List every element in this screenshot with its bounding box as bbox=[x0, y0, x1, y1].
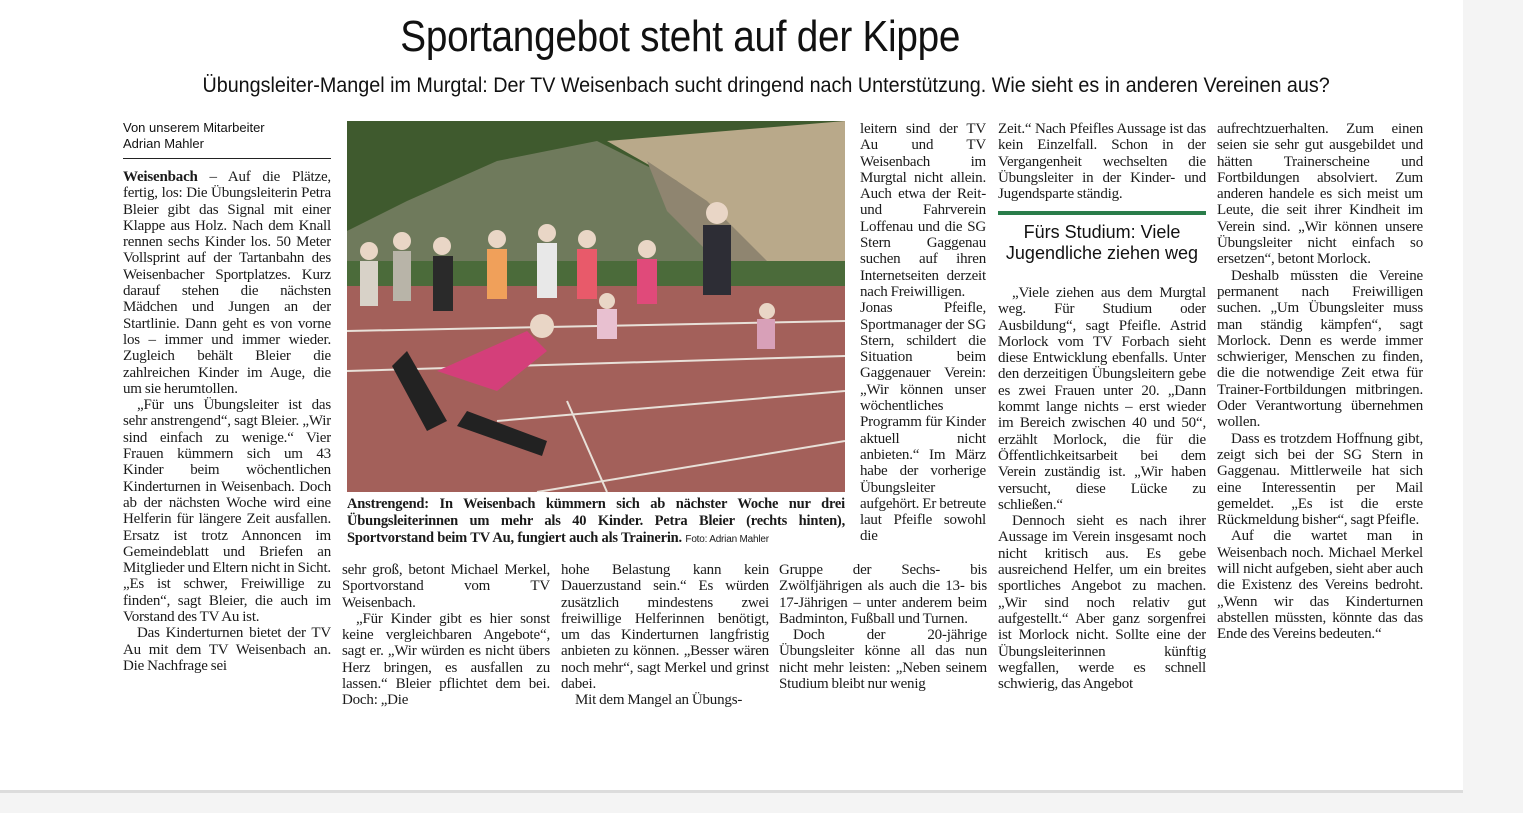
paragraph: Mit dem Mangel an Übungs- bbox=[575, 692, 743, 709]
caption-text: Anstrengend: In Weisenbach kümmern sich ab nächster Woche nur drei Übungsleiterinnen um mehr als 40 Kinder. Petra Bleier (rechts hinten), Sportvorstand beim TV Au, fungiert auch als Trainerin. bbox=[347, 496, 845, 546]
subheadline: Übungsleiter-Mangel im Murgtal: Der TV Weisenbach sucht dringend nach Unterstützung. Wie sieht es in anderen Vereinen aus? bbox=[202, 74, 1330, 97]
article-column-5-lower bbox=[998, 285, 1206, 713]
article-column-1 bbox=[123, 169, 331, 714]
dateline: Weisenbach bbox=[123, 169, 198, 185]
paragraph: Zeit.“ Nach Pfeifles Aussage ist das kein Einzelfall. Schon in der Vergangenheit wechselten die Übungsleiter in der Kinder- und Jugendsparte ständig. bbox=[998, 121, 1206, 203]
paragraph: Das Kinderturnen bietet der TV Au mit dem TV Weisenbach an. Die Nachfrage sei bbox=[123, 625, 331, 674]
article-column-4-lower bbox=[779, 562, 987, 712]
headline: Sportangebot steht auf der Kippe bbox=[400, 12, 961, 61]
paragraph: Dennoch sieht es nach ihrer Aussage im Verein insgesamt noch nicht kritisch aus. Es gebe ausreichend Helfer, um ein breites sportliches Angebot zu machen. „Wir sind noch relativ gut aufgestellt.“ Aber ganz sorgenfrei ist Morlock nicht. Sollte eine der Übungsleiterinnen künftig wegfallen, werde es schnell schwierig, das Angebot bbox=[998, 513, 1206, 693]
paragraph: Deshalb müssten die Vereine permanent nach Freiwilligen suchen. „Um Übungsleiter muss man ständig kämpfen“, sagt Morlock. Denn es werde immer schwieriger, Menschen zu finden, die die notwendige Zeit etwa für Trainer-Fortbildungen mitbringen. Oder Verantwortung übernehmen wollen. bbox=[1217, 267, 1423, 431]
paragraph: aufrechtzuerhalten. Zum einen seien sie sehr gut ausgebildet und hätten Trainerscheine und Fortbildungen absolviert. Zum anderen handele es sich meist um Leute, die seit ihrer Kindheit im Verein sind. „Wir können unsere Übungsleiter nicht einfach so ersetzen“, betont Morlock. bbox=[1217, 121, 1423, 268]
paragraph-text: – Auf die Plätze, fertig, los: Die Übungsleiterin Petra Bleier gibt das Signal mit einer Klappe aus Holz. Nach dem Knall rennen sechs Kinder los. 50 Meter Vollsprint auf der Tartanbahn des Weisenbacher Sportplatzes. Kurz darauf stehen die nächsten Mädchen und Jungen an der Startlinie. Dann geht es von vorne los – immer und immer wieder. Zugleich behält Bleier die zahlreichen Kinder im Auge, die um sie herumtollen. bbox=[123, 169, 331, 397]
paragraph: „Viele ziehen aus dem Murgtal weg. Für Studium oder Ausbildung“, sagt Pfeifle. Astrid Morlock vom TV Forbach sieht diese Entwicklung ebenfalls. Unter den derzeitigen Übungsleitern gebe es zwei Frauen unter 20. „Dann kommt lange nichts – erst wieder im Bereich zwischen 40 und 50“, erzählt Morlock, die für die Öffentlichkeitsarbeit bei dem Verein zuständig ist. „Wir haben versucht, diese Lücke zu schließen.“ bbox=[998, 285, 1206, 513]
article-column-4-upper bbox=[860, 121, 986, 561]
paragraph: Dass es trotzdem Hoffnung gibt, zeigt sich bei der SG Stern in Gaggenau. Mittlerweile hat sich eine Interessentin per Mail gemeldet. „Es ist die erste Rückmeldung bisher“, sagt Pfeifle. bbox=[1217, 430, 1423, 529]
byline-author: Adrian Mahler bbox=[123, 136, 204, 151]
subheading-rule bbox=[998, 211, 1206, 215]
article-photo bbox=[347, 121, 845, 492]
article-column-2 bbox=[342, 562, 550, 712]
paragraph: „Für Kinder gibt es hier sonst keine vergleichbaren Angebote“, sagt er. „Wir würden es nicht übers Herz bringen, es ausfallen zu lassen.“ Bleier pflichtet dem bei. Doch: „Die bbox=[342, 610, 550, 709]
article-column-6 bbox=[1217, 121, 1423, 713]
article-column-5-upper bbox=[998, 121, 1206, 207]
photo-credit: Foto: Adrian Mahler bbox=[685, 534, 769, 545]
article-column-3 bbox=[561, 562, 769, 712]
paragraph: hohe Belastung kann kein Dauerzustand sein.“ Es würden zusätzlich mindestens zwei freiwillige Helferinnen benötigt, um das Kinderturnen langfristig anbieten zu können. „Besser wären noch mehr“, sagt Merkel und grinst dabei. bbox=[561, 562, 769, 693]
page-bottom-margin bbox=[0, 793, 1523, 813]
paragraph: leitern sind der TV Au und TV Weisenbach im Murgtal nicht allein. Auch etwa der Reit- und Fahrverein Loffenau und die SG Stern Gaggenau suchen auf ihren Internetseiten derzeit nach Freiwilligen. bbox=[860, 121, 986, 300]
paragraph: Jonas Pfeifle, Sportmanager der SG Stern, schildert die Situation beim Gaggenauer Verein: „Wir können unser wöchentliches Programm für Kinder aktuell nicht anbieten.“ Im März habe der vorherige Übungsleiter aufgehört. Er betreute laut Pfeifle sowohl die bbox=[860, 300, 986, 545]
byline bbox=[123, 120, 331, 159]
paragraph: Gruppe der Sechs- bis Zwölfjährigen als auch die 13- bis 17-Jährigen – unter anderem beim Badminton, Fußball und Turnen. bbox=[779, 562, 987, 627]
intermediate-heading: Fürs Studium: Viele Jugendliche ziehen weg bbox=[1005, 222, 1199, 263]
paragraph: sehr groß, betont Michael Merkel, Sportvorstand vom TV Weisenbach. bbox=[342, 562, 550, 611]
paragraph: „Für uns Übungsleiter ist das sehr anstrengend“, sagt Bleier. „Wir sind einfach zu wenige.“ Vier Frauen kümmern sich um 43 Kinder beim wöchentlichen Kinderturnen in Weisenbach. Doch ab der nächsten Woche wird eine Helferin für längere Zeit ausfallen. Ersatz ist trotz Annoncen im Gemeindeblatt und Briefen an Mitglieder und Eltern nicht in Sicht. „Es ist schwer, Freiwillige zu finden“, sagt Bleier, die auch im Vorstand des TV Au ist. bbox=[123, 397, 331, 626]
paragraph bbox=[123, 169, 331, 397]
photo-caption bbox=[347, 496, 845, 548]
paragraph: Doch der 20-jährige Übungsleiter könne all das nun nicht mehr leisten: „Neben seinem Studium bleibt nur wenig bbox=[779, 627, 987, 693]
page-margin bbox=[1463, 0, 1523, 813]
byline-role: Von unserem Mitarbeiter bbox=[123, 120, 265, 135]
photo-illustration bbox=[347, 121, 845, 492]
paragraph: Auf die wartet man in Weisenbach noch. Michael Merkel will nicht aufgeben, sieht aber auch die Existenz des Vereins bedroht. „Wenn wir das Kinderturnen abstellen müssten, könnte das das Ende des Vereins bedeuten.“ bbox=[1217, 528, 1423, 643]
